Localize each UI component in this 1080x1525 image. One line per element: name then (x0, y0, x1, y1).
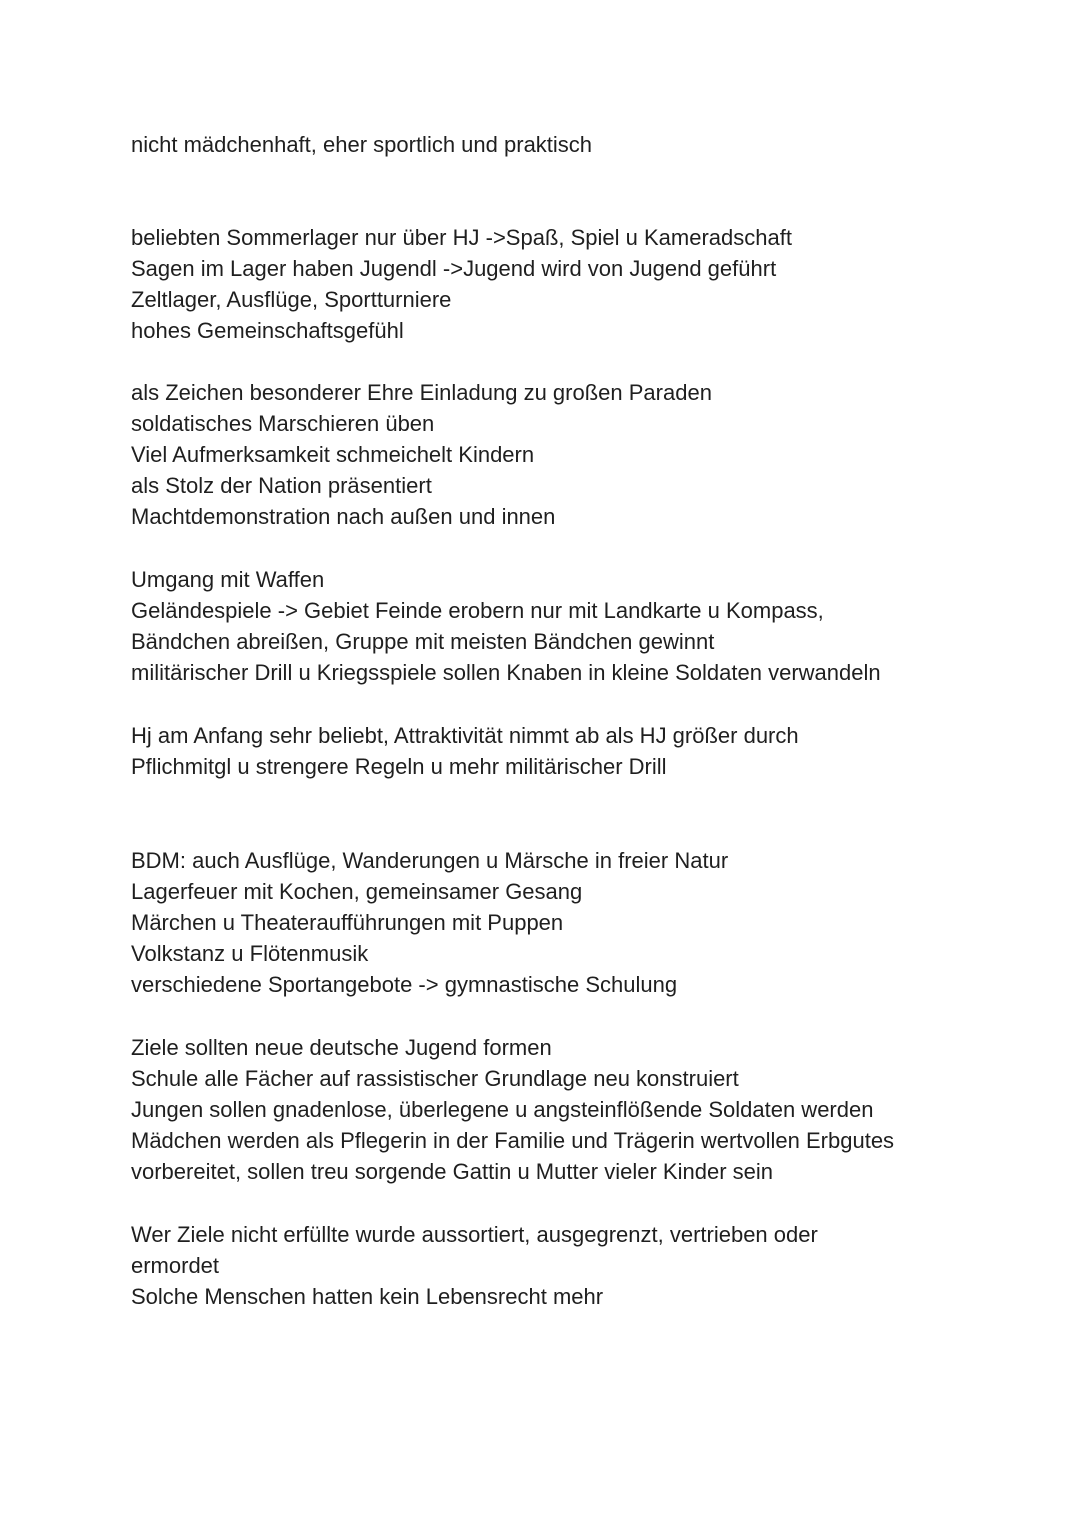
text-line: soldatisches Marschieren üben (131, 411, 435, 436)
text-line: Schule alle Fächer auf rassistischer Grundlage neu konstruiert (131, 1066, 739, 1091)
text-line: Mädchen werden als Pflegerin in der Familie und Trägerin wertvollen Erbgutes (131, 1128, 895, 1153)
text-line: ermordet (131, 1253, 220, 1278)
text-line: Lagerfeuer mit Kochen, gemeinsamer Gesang (131, 879, 583, 904)
text-line: Wer Ziele nicht erfüllte wurde aussortiert, ausgegrenzt, vertrieben oder (131, 1222, 818, 1247)
text-line: Pflichmitgl u strengere Regeln u mehr militärischer Drill (131, 754, 667, 779)
text-line: Märchen u Theateraufführungen mit Puppen (131, 910, 564, 935)
text-line: vorbereitet, sollen treu sorgende Gattin u Mutter vieler Kinder sein (131, 1159, 773, 1184)
text-line: nicht mädchenhaft, eher sportlich und praktisch (131, 132, 593, 157)
text-line: Machtdemonstration nach außen und innen (131, 504, 556, 529)
text-line: verschiedene Sportangebote -> gymnastische Schulung (131, 972, 678, 997)
text-line: Hj am Anfang sehr beliebt, Attraktivität nimmt ab als HJ größer durch (131, 723, 799, 748)
text-line: Geländespiele -> Gebiet Feinde erobern nur mit Landkarte u Kompass, (131, 598, 824, 623)
text-line: als Stolz der Nation präsentiert (131, 473, 432, 498)
text-line: Zeltlager, Ausflüge, Sportturniere (131, 287, 452, 312)
text-line: Viel Aufmerksamkeit schmeichelt Kindern (131, 442, 535, 467)
text-line: Jungen sollen gnadenlose, überlegene u angsteinflößende Soldaten werden (131, 1097, 874, 1122)
text-line: Solche Menschen hatten kein Lebensrecht mehr (131, 1284, 604, 1309)
text-line: Bändchen abreißen, Gruppe mit meisten Bändchen gewinnt (131, 629, 715, 654)
text-line: Sagen im Lager haben Jugendl ->Jugend wird von Jugend geführt (131, 256, 777, 281)
text-line: als Zeichen besonderer Ehre Einladung zu großen Paraden (131, 380, 712, 405)
text-line: Volkstanz u Flötenmusik (131, 941, 369, 966)
text-line: Umgang mit Waffen (131, 567, 325, 592)
text-line: BDM: auch Ausflüge, Wanderungen u Märsche in freier Natur (131, 848, 729, 873)
text-line: beliebten Sommerlager nur über HJ ->Spaß, Spiel u Kameradschaft (131, 225, 792, 250)
text-line: militärischer Drill u Kriegsspiele sollen Knaben in kleine Soldaten verwandeln (131, 660, 881, 685)
text-line: hohes Gemeinschaftsgefühl (131, 318, 404, 343)
text-line: Ziele sollten neue deutsche Jugend formen (131, 1035, 552, 1060)
